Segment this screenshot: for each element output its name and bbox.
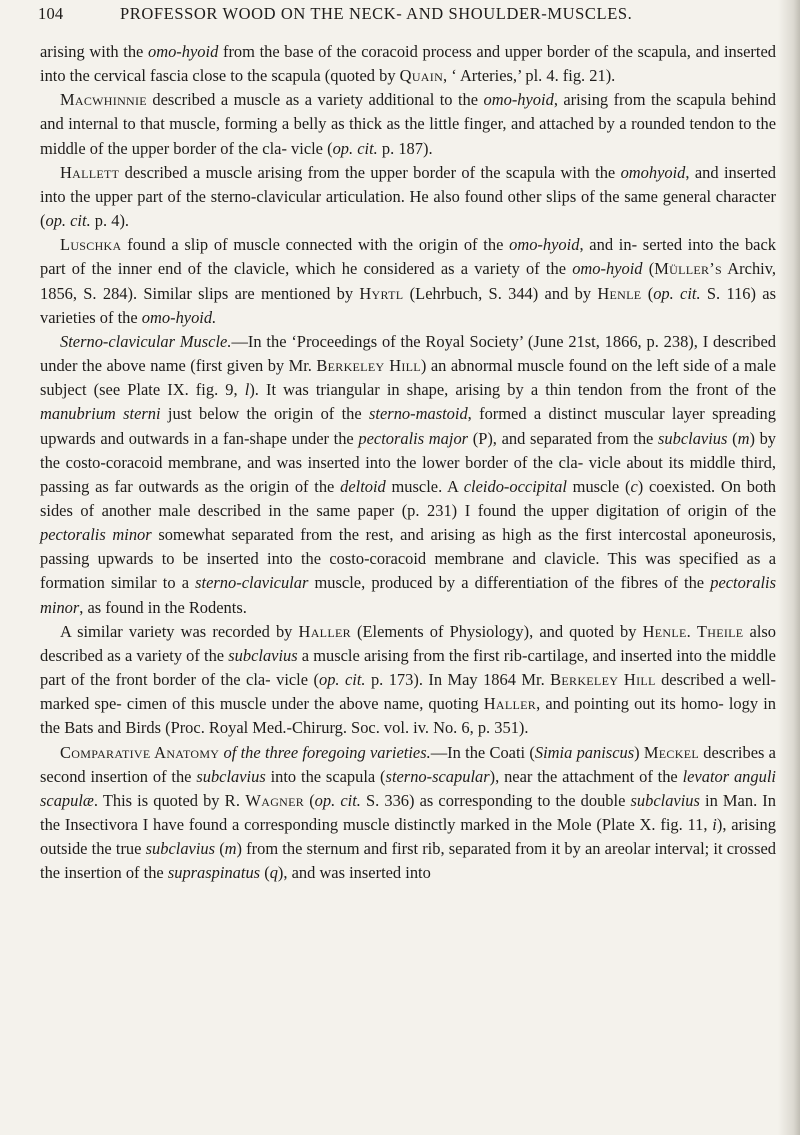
text-run: described a muscle arising from the upper border of the scapula with the (119, 162, 621, 182)
text-run: , formed a distinct muscular layer spreading upwards and outwards in a fan-shape under the (40, 404, 776, 448)
text-run: , and inserted into the upper part of the sterno-clavicular articulation. He also found other slips of the same general character ( (40, 162, 776, 231)
text-run: . (686, 621, 697, 641)
italic-term: subclavius (658, 428, 728, 448)
italic-term: pectoralis minor (40, 573, 776, 617)
small-caps-name: Hyrtl (359, 283, 404, 303)
text-run: also described as a variety of the (40, 621, 777, 665)
italic-term: sterno-clavicular (195, 573, 309, 593)
italic-term: of the three foregoing varieties. (223, 742, 431, 762)
text-run: ) coexisted. On both sides of another male described in the same paper (p. 231) I found the upper digitation of origin of the (40, 476, 776, 520)
italic-term: Sterno-clavicular Muscle. (60, 331, 232, 351)
italic-term: manubrium sterni (40, 404, 161, 424)
text-run: ( (642, 259, 655, 279)
text-run: ) (634, 742, 644, 762)
text-run: in Man. In the Insectivora I have found a corresponding muscle distinctly marked in the Mole (Plate X. fig. 11, (40, 790, 776, 834)
italic-term: sterno-scapular (385, 766, 490, 786)
text-run: ), and was inserted into (277, 863, 431, 883)
italic-term: pectoralis major (358, 428, 469, 448)
text-run: (P), and separated from the (468, 428, 659, 448)
paragraph-p3 (40, 161, 776, 233)
text-run: , and in- serted into the back part of the inner end of the clavicle, which he considered as a variety of the (40, 235, 776, 279)
text-run: ( (215, 839, 225, 859)
italic-term: i (712, 815, 717, 834)
italic-term: Simia paniscus (534, 742, 635, 762)
small-caps-name: Quain (399, 66, 444, 86)
italic-term: c (630, 476, 638, 496)
text-run: S. 336) as corresponding to the double (360, 790, 631, 810)
small-caps-name: Theile (696, 621, 744, 641)
text-run: described a muscle as a variety additional to the (146, 90, 484, 110)
text-run: from the base of the coracoid process and upper border of the scapula, and inserted into the cervical fascia close to the scapula (quoted by (40, 42, 776, 86)
paragraph-p7 (40, 741, 776, 886)
text-run: p. 173). In May 1864 Mr. (365, 670, 551, 690)
italic-term: subclavius (228, 645, 298, 665)
text-run: , and pointing out its homo- logy in the Bats and Birds (Proc. Royal Med.-Chirurg. Soc. vol. iv. No. 6, p. 351). (40, 694, 776, 738)
italic-term: op. cit. (314, 790, 361, 810)
text-run: p. 4). (90, 211, 130, 231)
text-run: ( (304, 790, 315, 810)
italic-term: op. cit. (45, 211, 91, 231)
italic-term: omo-hyoid (483, 90, 554, 110)
text-run: ( (727, 428, 738, 448)
text-run: , as found in the Rodents. (79, 597, 247, 617)
running-head (38, 4, 778, 26)
text-run: (Elements of Physiology), and quoted by (350, 621, 643, 641)
text-run: ), arising outside the true (40, 815, 776, 859)
text-run: into the scapula ( (265, 766, 386, 786)
text-run: ), near the attachment of the (489, 766, 683, 786)
text-run: , arising from the scapula behind and internal to that muscle, forming a belly as thick as the little finger, and attached by a rounded tendon to the middle of the upper border of the cla- vicle ( (40, 90, 776, 158)
italic-term: subclavius (196, 766, 266, 786)
small-caps-name: Luschka (60, 235, 122, 255)
text-run: S. 116) as varieties of the (40, 283, 776, 327)
text-run: Archiv, 1856, S. 284). Similar slips are mentioned by (40, 259, 776, 303)
italic-term: omohyoid (620, 162, 686, 182)
italic-term: l (244, 380, 250, 400)
italic-term: omo-hyoid (509, 235, 580, 255)
text-run: ) from the sternum and first rib, separated from it by an areolar interval; it crossed the insertion of the (40, 839, 776, 883)
italic-term: op. cit. (332, 138, 378, 158)
paragraph-p6 (40, 620, 776, 741)
italic-term: sterno-mastoid (369, 404, 468, 424)
italic-term: deltoid (340, 476, 386, 496)
running-head-title: PROFESSOR WOOD ON THE NECK- AND SHOULDER-MUSCLES. (120, 4, 633, 23)
small-caps-name: Haller (483, 694, 537, 714)
body-text (40, 40, 776, 885)
small-caps-name: Müller’s (654, 259, 723, 279)
text-run: —In the Coati ( (430, 742, 535, 762)
text-run: muscle, produced by a differentiation of the fibres of the (308, 573, 711, 593)
italic-term: op. cit. (653, 283, 701, 303)
small-caps-name: Macwhinnie (60, 90, 147, 110)
small-caps-name: Meckel (643, 742, 699, 762)
text-run: described a well-marked spe- cimen of this muscle under the above name, quoting (40, 670, 777, 714)
small-caps-name: Haller (298, 621, 351, 641)
text-run: ) an abnormal muscle found on the left side of a male subject (see Plate IX. fig. 9, (40, 356, 776, 400)
small-caps-name: Berkeley Hill (550, 670, 656, 690)
text-run: ( (260, 863, 270, 883)
small-caps-name: Hallett (60, 162, 120, 182)
text-run: arising with the (40, 42, 148, 61)
paragraph-p4 (40, 233, 776, 330)
small-caps-name: Comparative Anatomy (60, 742, 220, 762)
italic-term: q (269, 863, 278, 883)
italic-term: pectoralis minor (40, 525, 152, 545)
page-edge-shadow (778, 0, 800, 1135)
italic-term: m (224, 839, 237, 859)
italic-term: supraspinatus (167, 863, 261, 883)
paragraph-p5 (40, 330, 776, 620)
italic-term: omo-hyoid (148, 42, 219, 61)
text-run: . This is quoted by (93, 790, 225, 810)
paragraph-p2 (40, 88, 776, 160)
text-run: a muscle arising from the first rib-cartilage, and inserted into the middle part of the front border of the cla- vicle ( (40, 645, 776, 690)
italic-term: omo-hyoid (572, 259, 643, 279)
text-run: muscle. A (385, 476, 464, 496)
text-run: ) by the costo-coracoid membrane, and was inserted into the lower border of the cla- vicle about its middle third, passing as far outwards as the origin of the (40, 428, 777, 496)
small-caps-name: Henle (642, 621, 687, 641)
italic-term: levator anguli scapulæ (40, 766, 776, 810)
italic-term: omo-hyoid. (141, 307, 217, 327)
italic-term: op. cit. (318, 670, 366, 690)
text-run: describes a second insertion of the (40, 742, 776, 786)
small-caps-name: R. Wagner (224, 790, 305, 810)
paragraph-p1 (40, 40, 776, 88)
text-run: ( (641, 283, 654, 303)
text-run: somewhat separated from the rest, and arising as high as the first intercostal aponeurosis, passing upwards to be inserted into the costo-coracoid membrane and clavicle. This was specified as a formation similar to a (40, 525, 776, 593)
small-caps-name: Berkeley Hill (316, 356, 421, 376)
small-caps-name: Henle (597, 283, 642, 303)
text-run: p. 187). (377, 138, 433, 158)
italic-term: subclavius (145, 839, 216, 859)
text-run: , ‘ Arteries,’ pl. 4. fig. 21). (443, 66, 616, 86)
text-run: ). It was triangular in shape, arising by a thin tendon from the front of the (249, 380, 776, 400)
italic-term: cleido-occipital (463, 476, 567, 496)
italic-term: subclavius (630, 790, 700, 810)
italic-term: m (737, 428, 750, 448)
text-run: A similar variety was recorded by (60, 621, 299, 641)
text-run: —In the ‘Proceedings of the Royal Society’ (June 21st, 1866, p. 238), I described under the above name (first given by Mr. (40, 331, 777, 376)
text-run: found a slip of muscle connected with the origin of the (121, 235, 510, 255)
page-number: 104 (38, 4, 64, 23)
text-run: just below the origin of the (160, 404, 370, 424)
text-run: (Lehrbuch, S. 344) and by (403, 283, 598, 303)
text-run: muscle ( (566, 476, 631, 496)
